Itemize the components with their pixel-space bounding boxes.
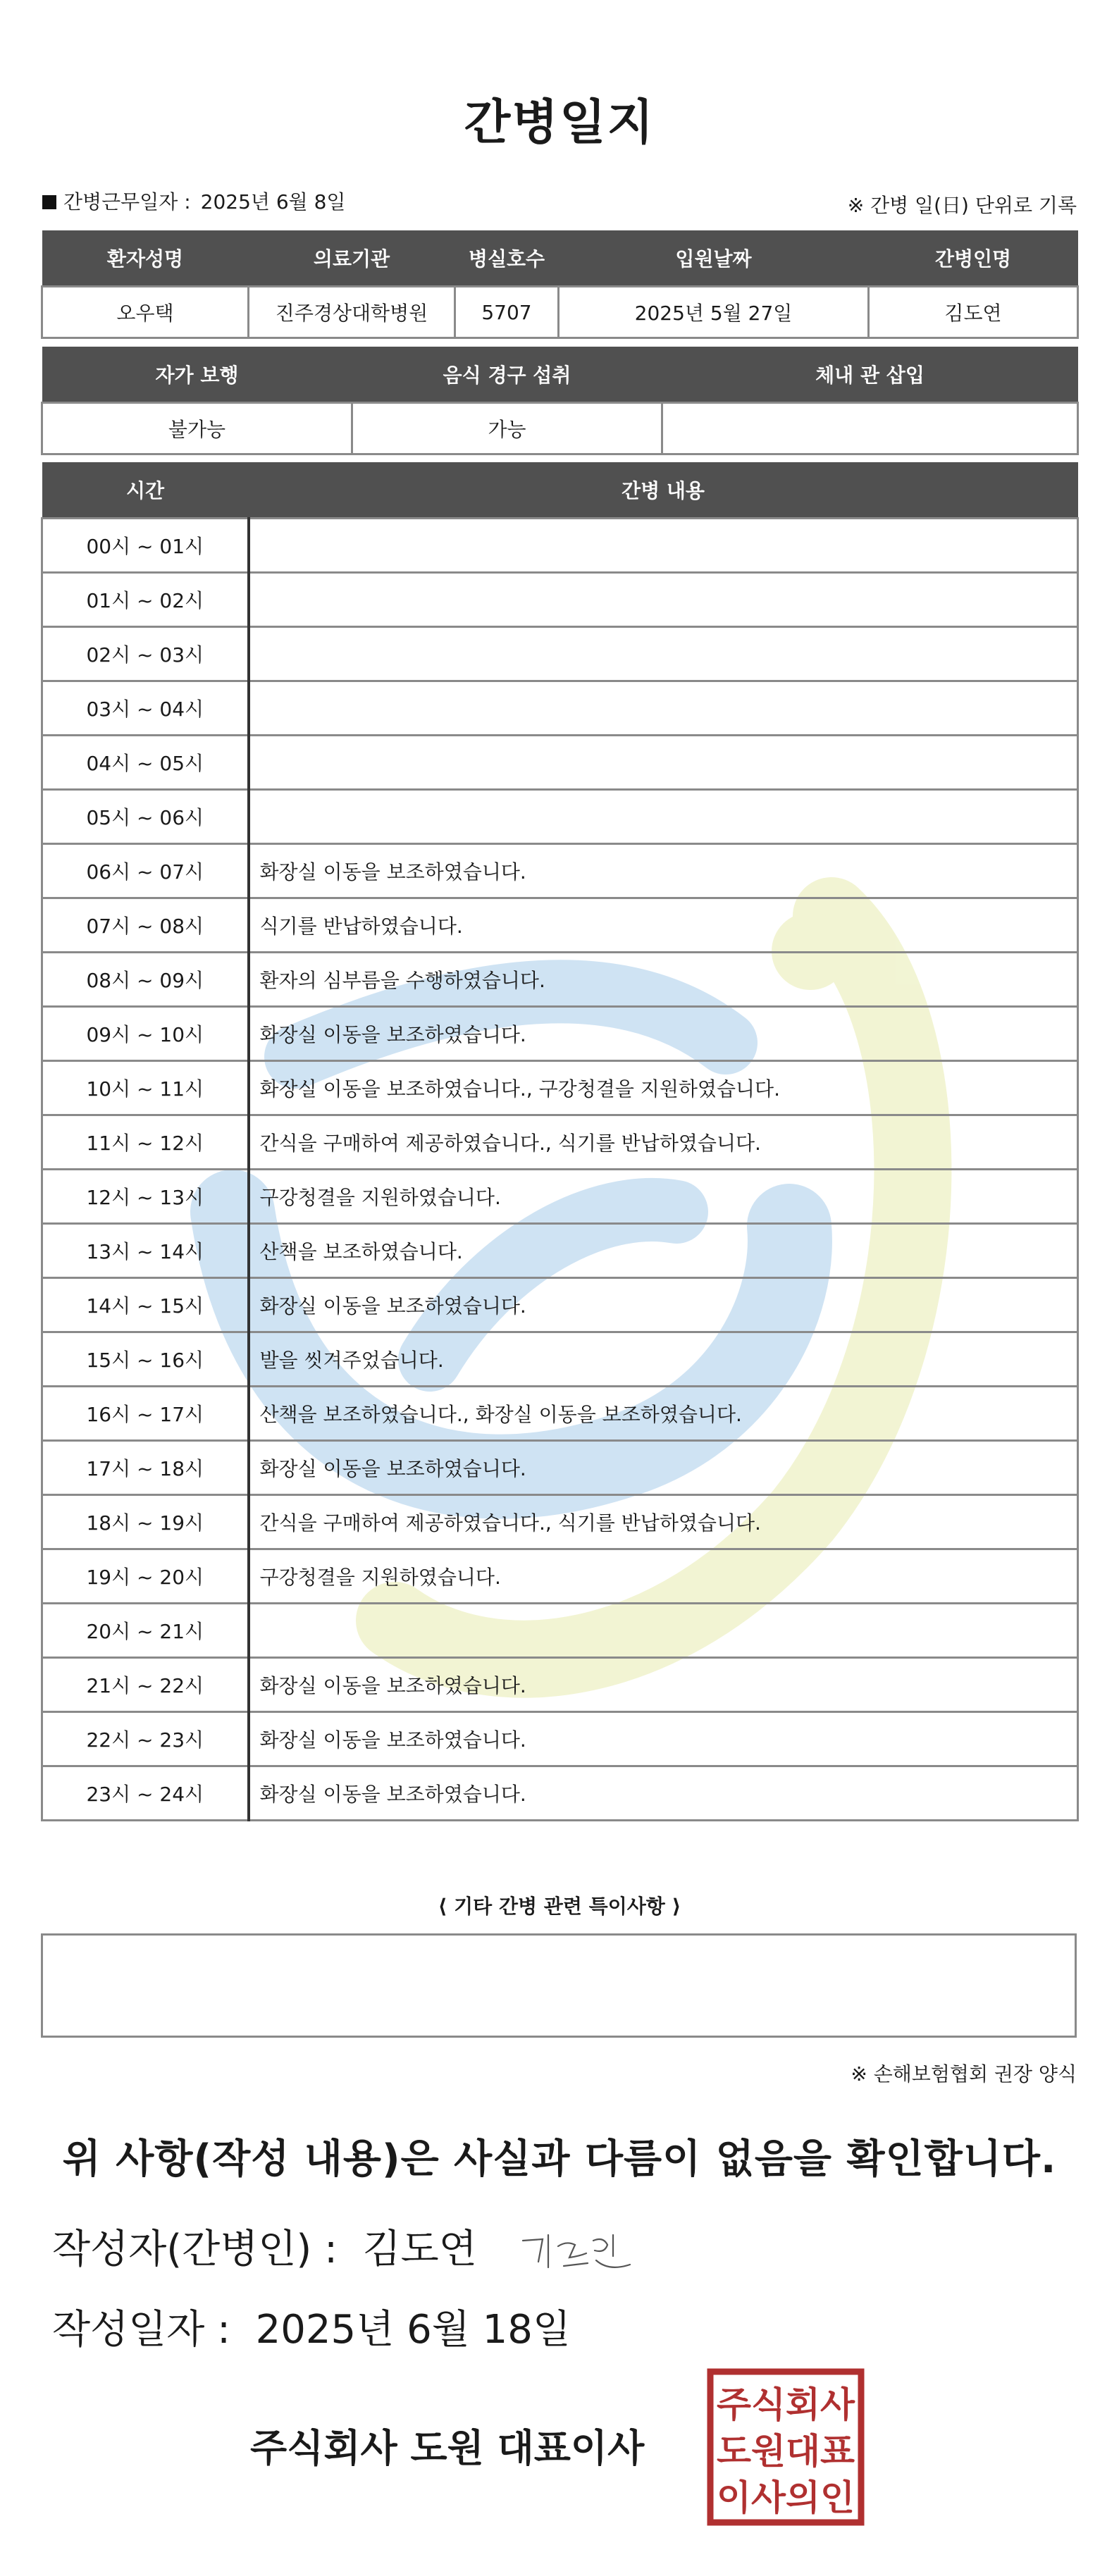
log-row — [42, 1604, 1078, 1658]
log-time: 14시 ~ 15시 — [42, 1278, 249, 1332]
svg-text:주식회사: 주식회사 — [717, 2384, 855, 2425]
caregiver-name: 김도연 — [869, 287, 1078, 338]
patient-header-row — [42, 230, 1078, 287]
log-time: 19시 ~ 20시 — [42, 1549, 249, 1604]
log-row — [42, 1332, 1078, 1387]
remarks-title: ⟨ 기타 간병 관련 특이사항 ⟩ — [438, 1895, 681, 1918]
log-content — [249, 790, 1078, 844]
log-row — [42, 1224, 1078, 1278]
log-row — [42, 1766, 1078, 1821]
log-time: 01시 ~ 02시 — [42, 573, 249, 627]
tube-status — [662, 403, 1078, 454]
log-row — [42, 1549, 1078, 1604]
log-time: 21시 ~ 22시 — [42, 1658, 249, 1712]
log-row — [42, 627, 1078, 681]
patient-status-table — [41, 347, 1079, 455]
log-time: 22시 ~ 23시 — [42, 1712, 249, 1766]
log-content: 화장실 이동을 보조하였습니다. — [249, 1658, 1078, 1712]
log-time: 09시 ~ 10시 — [42, 1007, 249, 1061]
log-time: 08시 ~ 09시 — [42, 953, 249, 1007]
form-note: ※ 손해보험협회 권장 양식 — [851, 2062, 1077, 2086]
log-content: 구강청결을 지원하였습니다. — [249, 1170, 1078, 1224]
header-patient-name: 환자성명 — [42, 230, 249, 287]
remarks-box — [41, 1933, 1077, 2038]
log-content: 화장실 이동을 보조하였습니다. — [249, 1441, 1078, 1495]
log-time: 20시 ~ 21시 — [42, 1604, 249, 1658]
handwritten-signature — [517, 2225, 637, 2281]
log-time: 00시 ~ 01시 — [42, 519, 249, 573]
patient-value-row — [42, 287, 1078, 338]
write-date-line — [52, 2298, 571, 2355]
log-content: 발을 씻겨주었습니다. — [249, 1332, 1078, 1387]
log-row — [42, 519, 1078, 573]
author-line — [52, 2218, 477, 2274]
log-row — [42, 1170, 1078, 1224]
log-row — [42, 1115, 1078, 1170]
author-name: 김도연 — [362, 2227, 477, 2272]
walking-status: 불가능 — [42, 403, 352, 454]
work-date-label: 간병근무일자 : — [63, 190, 191, 213]
log-time: 02시 ~ 03시 — [42, 627, 249, 681]
log-row — [42, 1712, 1078, 1766]
log-content — [249, 627, 1078, 681]
log-content: 환자의 심부름을 수행하였습니다. — [249, 953, 1078, 1007]
admission-date: 2025년 5월 27일 — [559, 287, 869, 338]
log-time: 16시 ~ 17시 — [42, 1387, 249, 1441]
status-header-row — [42, 347, 1078, 403]
log-content — [249, 519, 1078, 573]
log-content: 화장실 이동을 보조하였습니다. — [249, 1712, 1078, 1766]
log-time: 03시 ~ 04시 — [42, 681, 249, 736]
log-body — [42, 519, 1078, 1821]
log-time: 06시 ~ 07시 — [42, 844, 249, 898]
log-row — [42, 681, 1078, 736]
header-admission-date: 입원날짜 — [559, 230, 869, 287]
log-content: 산책을 보조하였습니다. — [249, 1224, 1078, 1278]
log-content: 화장실 이동을 보조하였습니다., 구강청결을 지원하였습니다. — [249, 1061, 1078, 1115]
log-content: 간식을 구매하여 제공하였습니다., 식기를 반납하였습니다. — [249, 1115, 1078, 1170]
log-row — [42, 573, 1078, 627]
log-content — [249, 681, 1078, 736]
author-label: 작성자(간병인) : — [52, 2227, 338, 2272]
log-content: 화장실 이동을 보조하였습니다. — [249, 1766, 1078, 1821]
room-number: 5707 — [455, 287, 559, 338]
log-row — [42, 844, 1078, 898]
log-row — [42, 1278, 1078, 1332]
log-row — [42, 1007, 1078, 1061]
log-content — [249, 1604, 1078, 1658]
patient-info-table — [41, 230, 1079, 339]
log-row — [42, 1061, 1078, 1115]
log-content — [249, 736, 1078, 790]
header-room: 병실호수 — [455, 230, 559, 287]
log-time: 17시 ~ 18시 — [42, 1441, 249, 1495]
log-row — [42, 898, 1078, 953]
company-signatory: 주식회사 도원 대표이사 — [250, 2426, 645, 2470]
work-date — [42, 187, 345, 215]
log-content: 화장실 이동을 보조하였습니다. — [249, 1007, 1078, 1061]
header-time: 시간 — [42, 462, 249, 519]
log-row — [42, 953, 1078, 1007]
oral-intake-status: 가능 — [352, 403, 662, 454]
log-content: 간식을 구매하여 제공하였습니다., 식기를 반납하였습니다. — [249, 1495, 1078, 1549]
log-content: 구강청결을 지원하였습니다. — [249, 1549, 1078, 1604]
log-time: 13시 ~ 14시 — [42, 1224, 249, 1278]
log-time: 18시 ~ 19시 — [42, 1495, 249, 1549]
log-time: 10시 ~ 11시 — [42, 1061, 249, 1115]
log-time: 23시 ~ 24시 — [42, 1766, 249, 1821]
log-time: 05시 ~ 06시 — [42, 790, 249, 844]
log-row — [42, 1441, 1078, 1495]
header-oral-intake: 음식 경구 섭취 — [352, 347, 662, 403]
log-time: 15시 ~ 16시 — [42, 1332, 249, 1387]
log-content: 화장실 이동을 보조하였습니다. — [249, 844, 1078, 898]
status-value-row — [42, 403, 1078, 454]
confirmation-statement: 위 사항(작성 내용)은 사실과 다름이 없음을 확인합니다. — [62, 2136, 1057, 2182]
log-row — [42, 1387, 1078, 1441]
log-time: 04시 ~ 05시 — [42, 736, 249, 790]
log-content: 식기를 반납하였습니다. — [249, 898, 1078, 953]
hospital-name: 진주경상대학병원 — [249, 287, 455, 338]
header-care-content: 간병 내용 — [249, 462, 1078, 519]
header-tube: 체내 관 삽입 — [662, 347, 1078, 403]
care-log-table — [41, 462, 1079, 1821]
header-walking: 자가 보행 — [42, 347, 352, 403]
log-content: 산책을 보조하였습니다., 화장실 이동을 보조하였습니다. — [249, 1387, 1078, 1441]
log-content: 화장실 이동을 보조하였습니다. — [249, 1278, 1078, 1332]
header-hospital: 의료기관 — [249, 230, 455, 287]
write-date-value: 2025년 6월 18일 — [255, 2307, 571, 2353]
log-row — [42, 1658, 1078, 1712]
page-title: 간병일지 — [464, 95, 655, 151]
svg-text:도원대표: 도원대표 — [717, 2431, 855, 2472]
work-date-value: 2025년 6월 8일 — [200, 190, 346, 213]
patient-name: 오우택 — [42, 287, 249, 338]
day-unit-note: ※ 간병 일(日) 단위로 기록 — [847, 194, 1077, 217]
write-date-label: 작성일자 : — [52, 2307, 231, 2353]
log-row — [42, 736, 1078, 790]
header-caregiver: 간병인명 — [869, 230, 1078, 287]
log-content — [249, 573, 1078, 627]
log-time: 11시 ~ 12시 — [42, 1115, 249, 1170]
company-seal — [705, 2366, 867, 2528]
log-time: 12시 ~ 13시 — [42, 1170, 249, 1224]
log-row — [42, 1495, 1078, 1549]
square-bullet-icon — [42, 195, 56, 209]
log-header-row — [42, 462, 1078, 519]
log-time: 07시 ~ 08시 — [42, 898, 249, 953]
svg-text:이사의인: 이사의인 — [717, 2477, 855, 2518]
log-row — [42, 790, 1078, 844]
